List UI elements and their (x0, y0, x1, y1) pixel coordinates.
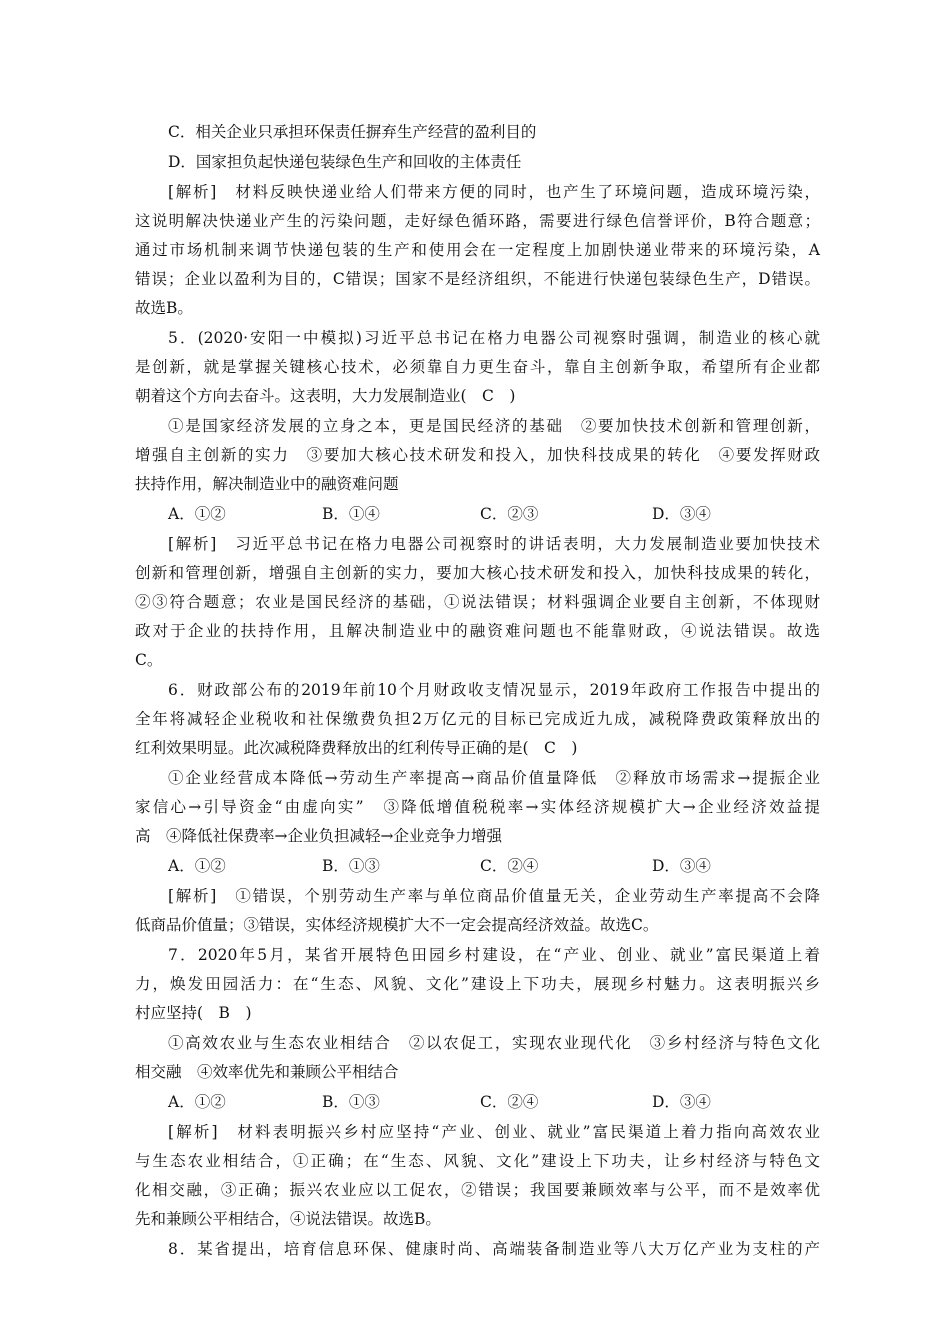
q6-option-c: C．②④ (480, 857, 539, 875)
question-7-statements: ①高效农业与生态农业相结合 ②以农促工，实现农业现代化 ③乡村经济与特色文化 (168, 1034, 820, 1052)
question-5-statements: 扶持作用，解决制造业中的融资难问题 (135, 475, 399, 493)
question-6-stem: 红利效果明显。此次减税降费释放出的红利传导正确的是( C ) (135, 739, 578, 757)
analysis-q7-line: 先和兼顾公平相结合，④说法错误。故选B。 (135, 1210, 441, 1228)
question-6-stem: 全年将减轻企业税收和社保缴费负担2万亿元的目标已完成近九成，减税降费政策释放出的 (135, 710, 820, 728)
question-5-stem: 朝着这个方向去奋斗。这表明，大力发展制造业( C ) (135, 387, 516, 405)
question-6-statements: 家信心→引导资金“由虚向实” ③降低增值税税率→实体经济规模扩大→企业经济效益提 (135, 798, 820, 816)
question-5-stem: 5．(2020·安阳一中模拟)习近平总书记在格力电器公司视察时强调，制造业的核心就 (168, 329, 820, 347)
analysis-q5-line: C。 (135, 651, 163, 669)
analysis-q7-line: [解析] 材料表明振兴乡村应坚持“产业、创业、就业”富民渠道上着力指向高效农业 (168, 1123, 820, 1141)
analysis-q7-line: 化相交融，③正确；振兴农业应以工促农，②错误；我国要兼顾效率与公平，而不是效率优 (135, 1181, 820, 1199)
q5-option-d: D．③④ (652, 505, 711, 523)
analysis-q5-line: 创新和管理创新，增强自主创新的实力，要加大核心技术研发和投入，加快科技成果的转化， (135, 564, 820, 582)
question-6-stem: 6．财政部公布的2019年前10个月财政收支情况显示，2019年政府工作报告中提出的 (168, 681, 820, 699)
q7-option-d: D．③④ (652, 1093, 711, 1111)
option-c: C．相关企业只承担环保责任摒弃生产经营的盈利目的 (168, 123, 537, 141)
q6-option-a: A．①② (168, 857, 226, 875)
analysis-q5-line: ②③符合题意；农业是国民经济的基础，①说法错误；材料强调企业要自主创新，不体现财 (135, 593, 820, 611)
q5-option-a: A．①② (168, 505, 226, 523)
analysis-q4-line: 错误；企业以盈利为目的，C错误；国家不是经济组织，不能进行快递包装绿色生产，D错误。 (135, 270, 820, 288)
question-7-stem: 村应坚持( B ) (135, 1004, 252, 1022)
q6-option-b: B．①③ (322, 857, 380, 875)
analysis-q4-line: 故选B。 (135, 299, 193, 317)
analysis-q6-line: [解析] ①错误，个别劳动生产率与单位商品价值量无关，企业劳动生产率提高不会降 (168, 887, 820, 905)
q7-option-a: A．①② (168, 1093, 226, 1111)
q5-option-b: B．①④ (322, 505, 380, 523)
q6-option-d: D．③④ (652, 857, 711, 875)
question-6-statements: ①企业经营成本降低→劳动生产率提高→商品价值量降低 ②释放市场需求→提振企业 (168, 769, 820, 787)
analysis-q4-line: 通过市场机制来调节快递包装的生产和使用会在一定程度上加剧快递业带来的环境污染，A (135, 241, 820, 259)
q7-option-c: C．②④ (480, 1093, 539, 1111)
analysis-q4-line: [解析] 材料反映快递业给人们带来方便的同时，也产生了环境问题，造成环境污染， (168, 183, 820, 201)
question-7-stem: 力，焕发田园活力：在“生态、风貌、文化”建设上下功夫，展现乡村魅力。这表明振兴乡 (135, 975, 820, 993)
analysis-q5-line: 政对于企业的扶持作用，且解决制造业中的融资难问题也不能靠财政，④说法错误。故选 (135, 622, 820, 640)
analysis-q7-line: 与生态农业相结合，①正确；在“生态、风貌、文化”建设上下功夫，让乡村经济与特色文 (135, 1152, 820, 1170)
question-5-stem: 是创新，就是掌握关键核心技术，必须靠自力更生奋斗，靠自主创新争取，希望所有企业都 (135, 358, 820, 376)
analysis-q4-line: 这说明解决快递业产生的污染问题，走好绿色循环路，需要进行绿色信誉评价，B符合题意； (135, 212, 820, 230)
question-8-stem: 8．某省提出，培育信息环保、健康时尚、高端装备制造业等八大万亿产业为支柱的产 (168, 1240, 820, 1258)
option-d: D．国家担负起快递包装绿色生产和回收的主体责任 (168, 153, 522, 171)
q5-option-c: C．②③ (480, 505, 539, 523)
question-5-statements: 增强自主创新的实力 ③要加大核心技术研发和投入，加快科技成果的转化 ④要发挥财政 (135, 446, 820, 464)
analysis-q6-line: 低商品价值量；③错误，实体经济规模扩大不一定会提高经济效益。故选C。 (135, 916, 659, 934)
question-5-statements: ①是国家经济发展的立身之本，更是国民经济的基础 ②要加快技术创新和管理创新， (168, 417, 820, 435)
analysis-q5-line: [解析] 习近平总书记在格力电器公司视察时的讲话表明，大力发展制造业要加快技术 (168, 535, 820, 553)
question-7-stem: 7．2020年5月，某省开展特色田园乡村建设，在“产业、创业、就业”富民渠道上着 (168, 946, 820, 964)
q7-option-b: B．①③ (322, 1093, 380, 1111)
question-7-statements: 相交融 ④效率优先和兼顾公平相结合 (135, 1063, 399, 1081)
question-6-statements: 高 ④降低社保费率→企业负担减轻→企业竞争力增强 (135, 827, 502, 845)
